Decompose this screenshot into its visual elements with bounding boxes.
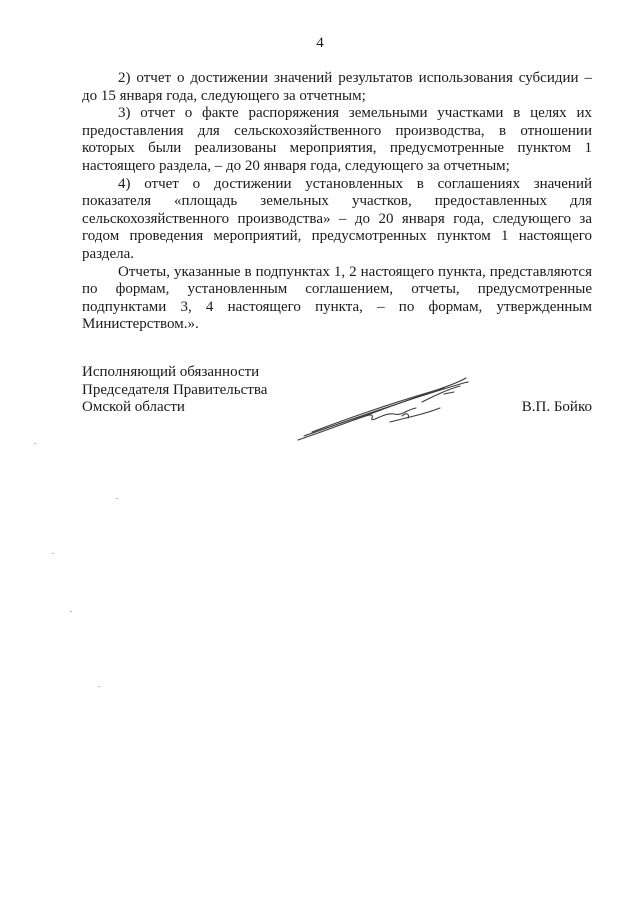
scan-speck (98, 686, 100, 687)
scan-speck (70, 611, 72, 612)
handwritten-signature (294, 372, 474, 444)
document-body (82, 70, 592, 334)
paragraph-report-subsidy-results: 2) отчет о достижении значений результатов использования субсидии – до 15 января года, следующего за отчетным; (82, 70, 592, 104)
scan-speck (116, 498, 118, 499)
signer-name: В.П. Бойко (521, 399, 592, 415)
scan-speck (34, 443, 36, 444)
signer-title-line: Исполняющий обязанности (82, 364, 260, 380)
signer-title-line: Омской области (82, 399, 185, 416)
signer-title-line: Председателя Правительства (82, 381, 268, 398)
signature-block (82, 364, 592, 424)
scan-speck (52, 553, 54, 554)
paragraph-report-land-disposal: 3) отчет о факте распоряжения земельными участками в целях их предоставления для сельскохозяйственного производства, в отношении которых были реализованы мероприятия, предусмотренные пунктом 1 настоящего раздела, – до 20 января года, следующего за отчетным; (82, 105, 592, 174)
paragraph-report-forms: Отчеты, указанные в подпунктах 1, 2 настоящего пункта, представляются по формам, установленным соглашением, отчеты, предусмотренные подпунктами 3, 4 настоящего пункта, – по формам, утвержденным Министерством.». (82, 263, 592, 333)
page-number: 4 (316, 35, 324, 51)
paragraph-report-land-area-indicator: 4) отчет о достижении установленных в соглашениях значений показателя «площадь земельных участков, предоставленных для сельскохозяйственного производства» – до 20 января года, следующего за годом проведения мероприятий, предусмотренных пунктом 1 настоящего раздела. (82, 175, 592, 262)
